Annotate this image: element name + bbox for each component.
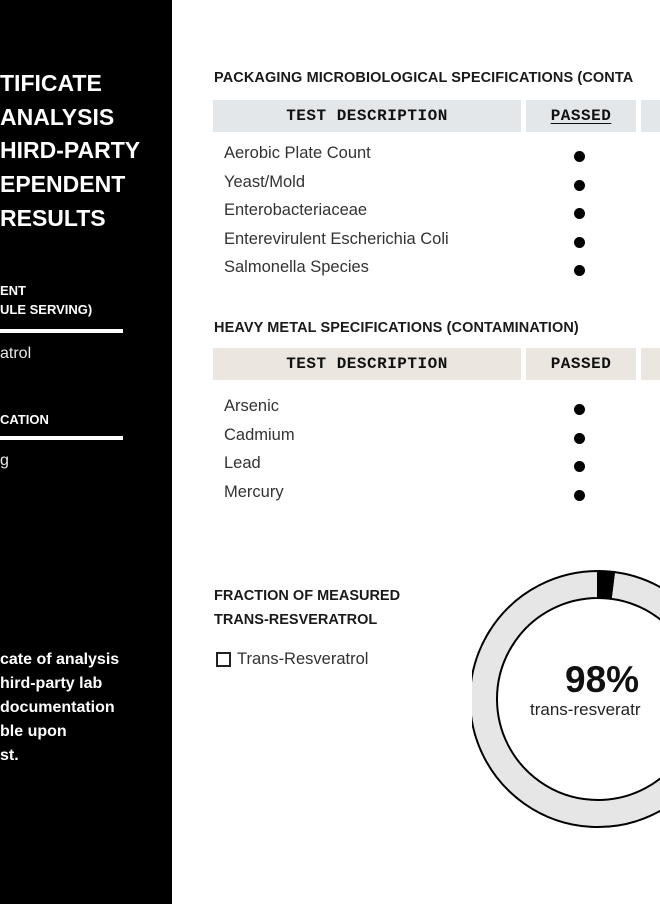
sidebar — [0, 0, 172, 904]
col-passed — [526, 100, 636, 132]
col-next — [641, 100, 660, 132]
sidebar-note-line: st. — [0, 747, 19, 764]
test-name: Enterobacteriaceae — [224, 201, 368, 219]
passed-dot-icon — [574, 237, 585, 248]
passed-dot-icon — [574, 208, 585, 219]
test-name: Cadmium — [224, 425, 295, 444]
ingredient-label-line: ULE SERVING) — [0, 302, 93, 317]
ingredient-value: atrol — [0, 345, 32, 362]
test-name: Aerobic Plate Count — [224, 144, 371, 162]
ingredient-label-line: ENT — [0, 283, 26, 298]
test-name: Yeast/Mold — [224, 172, 306, 191]
sidebar-note — [0, 648, 119, 768]
sidebar-title-line: EPENDENT — [0, 171, 126, 198]
col-passed-label: PASSED — [550, 107, 612, 125]
sidebar-note-line: cate of analysis — [0, 651, 120, 668]
legend-label: Trans-Resveratrol — [237, 650, 369, 668]
heavy-metal-section-title: HEAVY METAL SPECIFICATIONS (CONTAMINATION) — [214, 320, 579, 336]
specification-label: CATION — [0, 412, 49, 427]
col-test-description: TEST DESCRIPTION — [213, 348, 521, 380]
test-name: Arsenic — [224, 397, 280, 415]
passed-dot-icon — [574, 404, 585, 415]
fraction-title-line: TRANS-RESVERATROL — [214, 612, 378, 628]
percent-value: 98% — [565, 659, 640, 700]
test-name: Mercury — [224, 482, 284, 501]
passed-dot-icon — [574, 461, 585, 472]
passed-dot-icon — [574, 151, 585, 162]
main-content — [172, 0, 660, 904]
passed-dot-icon — [574, 265, 585, 276]
fraction-section-title — [214, 584, 400, 632]
packaging-section-title: PACKAGING MICROBIOLOGICAL SPECIFICATIONS (CONTA — [214, 70, 634, 86]
ingredient-divider — [0, 329, 123, 333]
sidebar-note-line: documentation — [0, 699, 115, 716]
percent-label: trans-resveratr — [530, 700, 641, 719]
test-name: Enterevirulent Escherichia Coli — [224, 229, 449, 248]
sidebar-title-line: ANALYSIS — [0, 103, 115, 130]
sidebar-note-line: ble upon — [0, 723, 67, 740]
specification-divider — [0, 436, 123, 440]
test-name: Salmonella Species — [224, 258, 369, 276]
passed-dot-icon — [574, 433, 585, 444]
donut-segment-remainder — [598, 571, 614, 599]
sidebar-title-line: TIFICATE — [0, 70, 102, 96]
sidebar-note-line: hird-party lab — [0, 675, 103, 692]
test-name: Lead — [224, 454, 261, 472]
passed-dot-icon — [574, 180, 585, 191]
ingredient-label — [0, 281, 92, 319]
passed-dot-icon — [574, 490, 585, 501]
sidebar-title-line: RESULTS — [0, 204, 106, 231]
sidebar-title-line: HIRD-PARTY — [0, 137, 141, 164]
legend-swatch — [216, 652, 231, 667]
fraction-title-line: FRACTION OF MEASURED — [214, 588, 401, 604]
specification-value: g — [0, 452, 9, 469]
col-passed: PASSED — [526, 348, 636, 380]
sidebar-title — [0, 66, 140, 234]
col-test-description: TEST DESCRIPTION — [213, 100, 521, 132]
legend — [216, 650, 368, 669]
col-next — [641, 348, 660, 380]
